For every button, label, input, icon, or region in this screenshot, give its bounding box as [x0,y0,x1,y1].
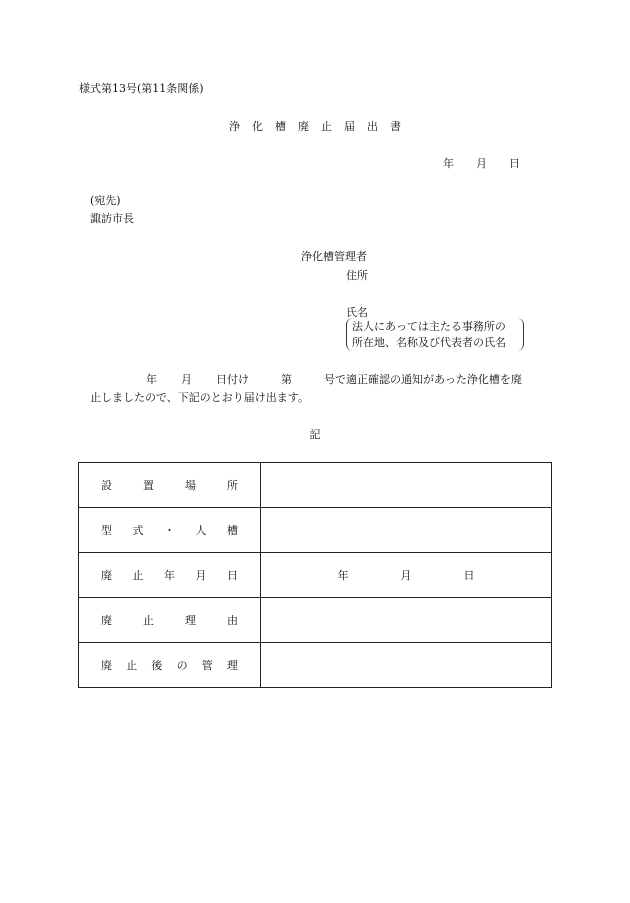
table-row [79,508,552,553]
row-label-model-capacity: 型 式 ・ 人 槽 [79,508,261,553]
details-table [78,462,552,688]
row-label-post-management: 廃 止 後 の 管 理 [79,643,261,688]
table-row [79,598,552,643]
row-value-model-capacity[interactable] [261,508,552,553]
body-line1-rest: 号で適正確認の通知があった浄化槽を廃 [324,373,522,386]
form-number: 様式第13号(第11条関係) [79,82,204,95]
body-text-line2: 止しましたので、下記のとおり届け出ます。 [90,391,309,404]
date-year: 年 [443,157,454,170]
row-value-abolition-date[interactable]: 年 月 日 [261,553,552,598]
row-value-reason[interactable] [261,598,552,643]
name-label: 氏名 [346,306,368,319]
applicant-role: 浄化槽管理者 [301,250,367,263]
title-char: 出 [367,120,378,133]
title-char: 槽 [275,120,286,133]
date-day: 日 [509,157,520,170]
body-month: 月 [181,373,192,386]
title-char: 化 [252,120,263,133]
addressee-note: (宛先) [90,194,121,207]
document-title [0,120,630,134]
row-label-abolition-date: 廃 止 年 月 日 [79,553,261,598]
row-label-reason: 廃 止 理 由 [79,598,261,643]
bracket-note-line2: 所在地、名称及び代表者の氏名 [352,336,506,349]
bracket-note-line1: 法人にあっては主たる事務所の [352,320,506,333]
body-dated: 日付け [216,373,249,386]
row-value-location[interactable] [261,463,552,508]
ki-heading: 記 [309,428,321,441]
body-text-line1 [90,373,522,387]
table-row [79,643,552,688]
row-value-post-management[interactable] [261,643,552,688]
table-row [79,553,552,598]
table-row [79,463,552,508]
title-char: 届 [344,120,355,133]
title-char: 浄 [229,120,240,133]
title-char: 書 [390,120,401,133]
title-char: 廃 [298,120,309,133]
title-char: 止 [321,120,332,133]
addressee: 諏訪市長 [90,212,134,225]
row-label-location: 設 置 場 所 [79,463,261,508]
body-number-prefix: 第 [281,373,292,386]
date-month: 月 [476,157,487,170]
address-label: 住所 [346,269,368,282]
body-year: 年 [146,373,157,386]
submission-date [443,157,520,171]
